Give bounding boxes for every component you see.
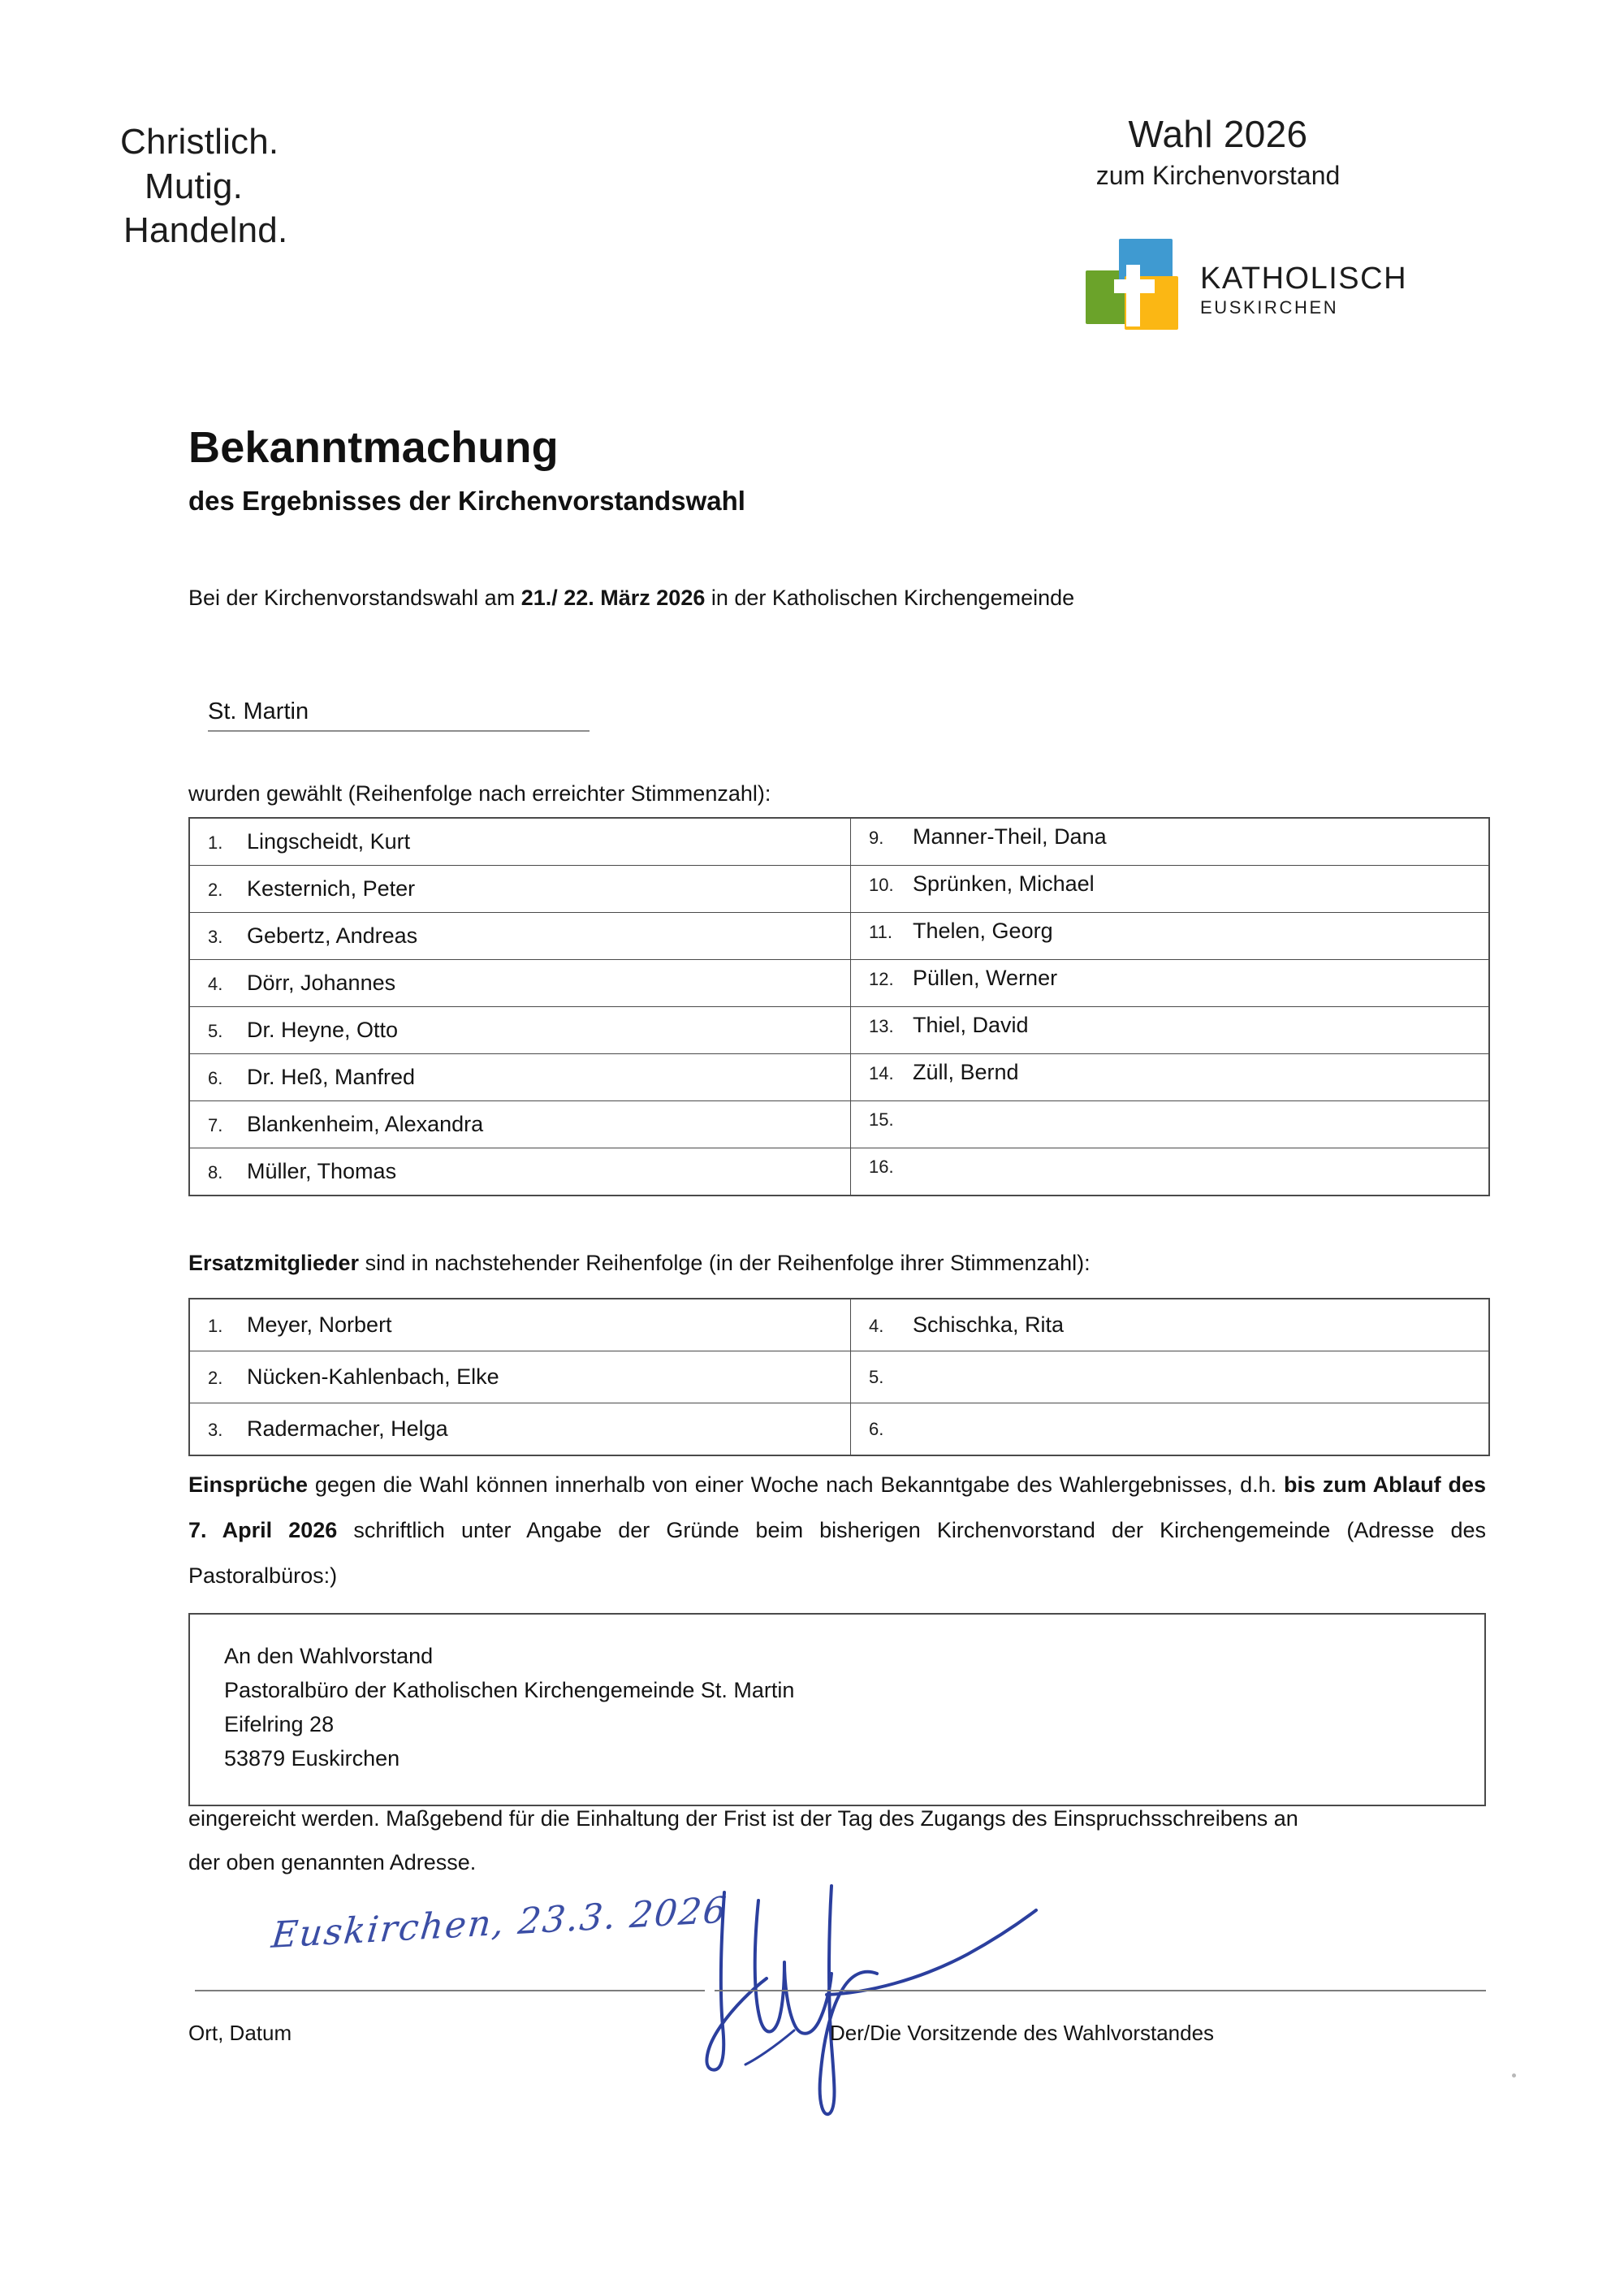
elected-cell-16	[851, 1148, 1490, 1196]
address-line-1: An den Wahlvorstand	[224, 1644, 434, 1668]
member-name: Püllen, Werner	[913, 966, 1058, 990]
signature-rule	[715, 1990, 1486, 1991]
signature-zone	[188, 1889, 1488, 2112]
elected-cell-1	[189, 818, 851, 866]
substitutes-lead-rest: sind in nachstehender Reihenfolge (in der Reihenfolge ihrer Stimmenzahl):	[359, 1251, 1091, 1275]
substitute-cell-4	[851, 1299, 1490, 1351]
row-number: 6.	[869, 1418, 884, 1439]
elected-cell-12	[851, 960, 1490, 1007]
intro-prefix: Bei der Kirchenvorstandswahl am	[188, 586, 521, 610]
row-number: 10.	[869, 875, 894, 895]
elected-lead-text: wurden gewählt (Reihenfolge nach erreichter Stimmenzahl):	[188, 781, 771, 806]
election-header	[934, 114, 1502, 190]
campaign-slogan	[120, 120, 287, 253]
logo-word-secondary: EUSKIRCHEN	[1200, 297, 1339, 318]
page-subtitle: des Ergebnisses der Kirchenvorstandswahl	[188, 486, 745, 516]
member-name: Radermacher, Helga	[247, 1416, 448, 1441]
row-number: 5.	[208, 1021, 223, 1041]
member-name: Blankenheim, Alexandra	[247, 1112, 484, 1136]
row-number: 6.	[208, 1068, 223, 1088]
table-row	[189, 960, 1489, 1007]
row-number: 13.	[869, 1016, 894, 1036]
objection-text-1: gegen die Wahl können innerhalb von einer Woche nach Bekanntgabe des Wahlergebnisses, d.h.	[308, 1472, 1284, 1497]
scan-artifact	[1512, 2073, 1516, 2078]
row-number: 16.	[869, 1156, 894, 1177]
member-name: Lingscheidt, Kurt	[247, 829, 411, 854]
objection-paragraph	[188, 1462, 1486, 1598]
substitute-cell-2	[189, 1351, 851, 1403]
elected-cell-7	[189, 1101, 851, 1148]
cross-squares-icon	[1084, 237, 1183, 336]
row-number: 7.	[208, 1115, 223, 1135]
row-number: 8.	[208, 1162, 223, 1183]
table-row	[189, 1351, 1489, 1403]
page-title: Bekanntmachung	[188, 423, 559, 472]
elected-cell-15	[851, 1101, 1490, 1148]
slogan-line-3: Handelnd.	[123, 210, 288, 251]
member-name: Meyer, Norbert	[247, 1312, 392, 1337]
logo-cross-horizontal	[1114, 279, 1155, 293]
member-name: Sprünken, Michael	[913, 871, 1095, 896]
elected-cell-10	[851, 866, 1490, 913]
parish-underline	[208, 730, 590, 732]
table-row	[189, 1403, 1489, 1456]
row-number: 12.	[869, 969, 894, 989]
logo-wordmark	[1200, 263, 1407, 317]
elected-cell-8	[189, 1148, 851, 1196]
elected-cell-3	[189, 913, 851, 960]
row-number: 1.	[208, 1316, 223, 1336]
substitute-cell-5	[851, 1351, 1490, 1403]
elected-table-body	[189, 818, 1489, 1196]
substitute-cell-3	[189, 1403, 851, 1456]
parish-field	[208, 698, 590, 732]
election-subtitle: zum Kirchenvorstand	[1095, 160, 1341, 190]
member-name: Gebertz, Andreas	[247, 923, 418, 948]
elected-cell-13	[851, 1007, 1490, 1054]
objection-bold-lead: Einsprüche	[188, 1472, 309, 1497]
signature-caption: Der/Die Vorsitzende des Wahlvorstandes	[830, 2021, 1215, 2045]
table-row	[189, 866, 1489, 913]
row-number: 3.	[208, 1420, 223, 1440]
table-row	[189, 1299, 1489, 1351]
table-row	[189, 913, 1489, 960]
row-number: 9.	[869, 828, 884, 848]
intro-election-date: 21./ 22. März 2026	[520, 586, 706, 610]
logo-word-primary: KATHOLISCH	[1200, 262, 1408, 296]
substitute-cell-6	[851, 1403, 1490, 1456]
address-box	[188, 1613, 1486, 1806]
row-number: 4.	[208, 974, 223, 994]
row-number: 15.	[869, 1109, 894, 1130]
member-name: Kesternich, Peter	[247, 876, 416, 901]
table-row	[189, 1101, 1489, 1148]
substitutes-lead-text	[188, 1251, 1091, 1276]
elected-cell-2	[189, 866, 851, 913]
member-name: Dr. Heß, Manfred	[247, 1065, 416, 1089]
member-name: Müller, Thomas	[247, 1159, 397, 1183]
member-name: Nücken-Kahlenbach, Elke	[247, 1364, 499, 1389]
member-name: Schischka, Rita	[913, 1312, 1065, 1337]
table-row	[189, 818, 1489, 866]
member-name: Züll, Bernd	[913, 1060, 1019, 1084]
row-number: 14.	[869, 1063, 894, 1083]
handwritten-place-date: Euskirchen, 23.3. 2026	[270, 1889, 730, 1957]
logo-cross-vertical	[1126, 265, 1140, 326]
member-name: Dörr, Johannes	[247, 971, 396, 995]
parish-name: St. Martin	[208, 698, 309, 724]
place-date-caption: Ort, Datum	[188, 2021, 292, 2045]
intro-suffix: in der Katholischen Kirchengemeinde	[705, 586, 1075, 610]
address-line-4: 53879 Euskirchen	[224, 1746, 400, 1771]
substitutes-table-body	[189, 1299, 1489, 1455]
row-number: 5.	[869, 1366, 884, 1387]
objection-deadline: bis zum Ablauf des 7. April 2026	[188, 1472, 1487, 1543]
elected-cell-11	[851, 913, 1490, 960]
row-number: 11.	[869, 922, 892, 942]
row-number: 1.	[208, 832, 223, 853]
election-title: Wahl 2026	[1128, 113, 1308, 155]
substitutes-lead-bold: Ersatzmitglieder	[188, 1251, 360, 1275]
place-date-rule	[195, 1990, 705, 1991]
row-number: 3.	[208, 927, 223, 947]
row-number: 2.	[208, 1368, 223, 1388]
objection-text-2: schriftlich unter Angabe der Gründe beim bisherigen Kirchenvorstand der Kirchengemeinde (Adresse des Pastoralbüros:)	[188, 1518, 1486, 1589]
table-row	[189, 1148, 1489, 1196]
elected-cell-5	[189, 1007, 851, 1054]
substitute-cell-1	[189, 1299, 851, 1351]
member-name: Dr. Heyne, Otto	[247, 1018, 399, 1042]
address-line-3: Eifelring 28	[224, 1712, 335, 1737]
closing-line-2: der oben genannten Adresse.	[188, 1850, 477, 1874]
member-name: Manner-Theil, Dana	[913, 824, 1107, 849]
elected-cell-14	[851, 1054, 1490, 1101]
slogan-line-2: Mutig.	[145, 166, 244, 206]
slogan-line-1: Christlich.	[120, 122, 279, 162]
row-number: 2.	[208, 880, 223, 900]
handwritten-signature-icon	[676, 1836, 1179, 2128]
intro-paragraph	[188, 583, 1074, 614]
table-row	[189, 1007, 1489, 1054]
row-number: 4.	[869, 1316, 884, 1336]
table-row	[189, 1054, 1489, 1101]
member-name: Thiel, David	[913, 1013, 1029, 1037]
elected-cell-4	[189, 960, 851, 1007]
member-name: Thelen, Georg	[913, 919, 1053, 943]
elected-cell-9	[851, 818, 1490, 866]
katholisch-euskirchen-logo	[1084, 237, 1490, 343]
closing-line-1: eingereicht werden. Maßgebend für die Einhaltung der Frist ist der Tag des Zugangs des Einspruchsschreibens an	[188, 1806, 1298, 1831]
substitute-members-table	[188, 1298, 1490, 1456]
elected-cell-6	[189, 1054, 851, 1101]
address-line-2: Pastoralbüro der Katholischen Kirchengemeinde St. Martin	[224, 1678, 795, 1703]
elected-members-table	[188, 817, 1490, 1196]
